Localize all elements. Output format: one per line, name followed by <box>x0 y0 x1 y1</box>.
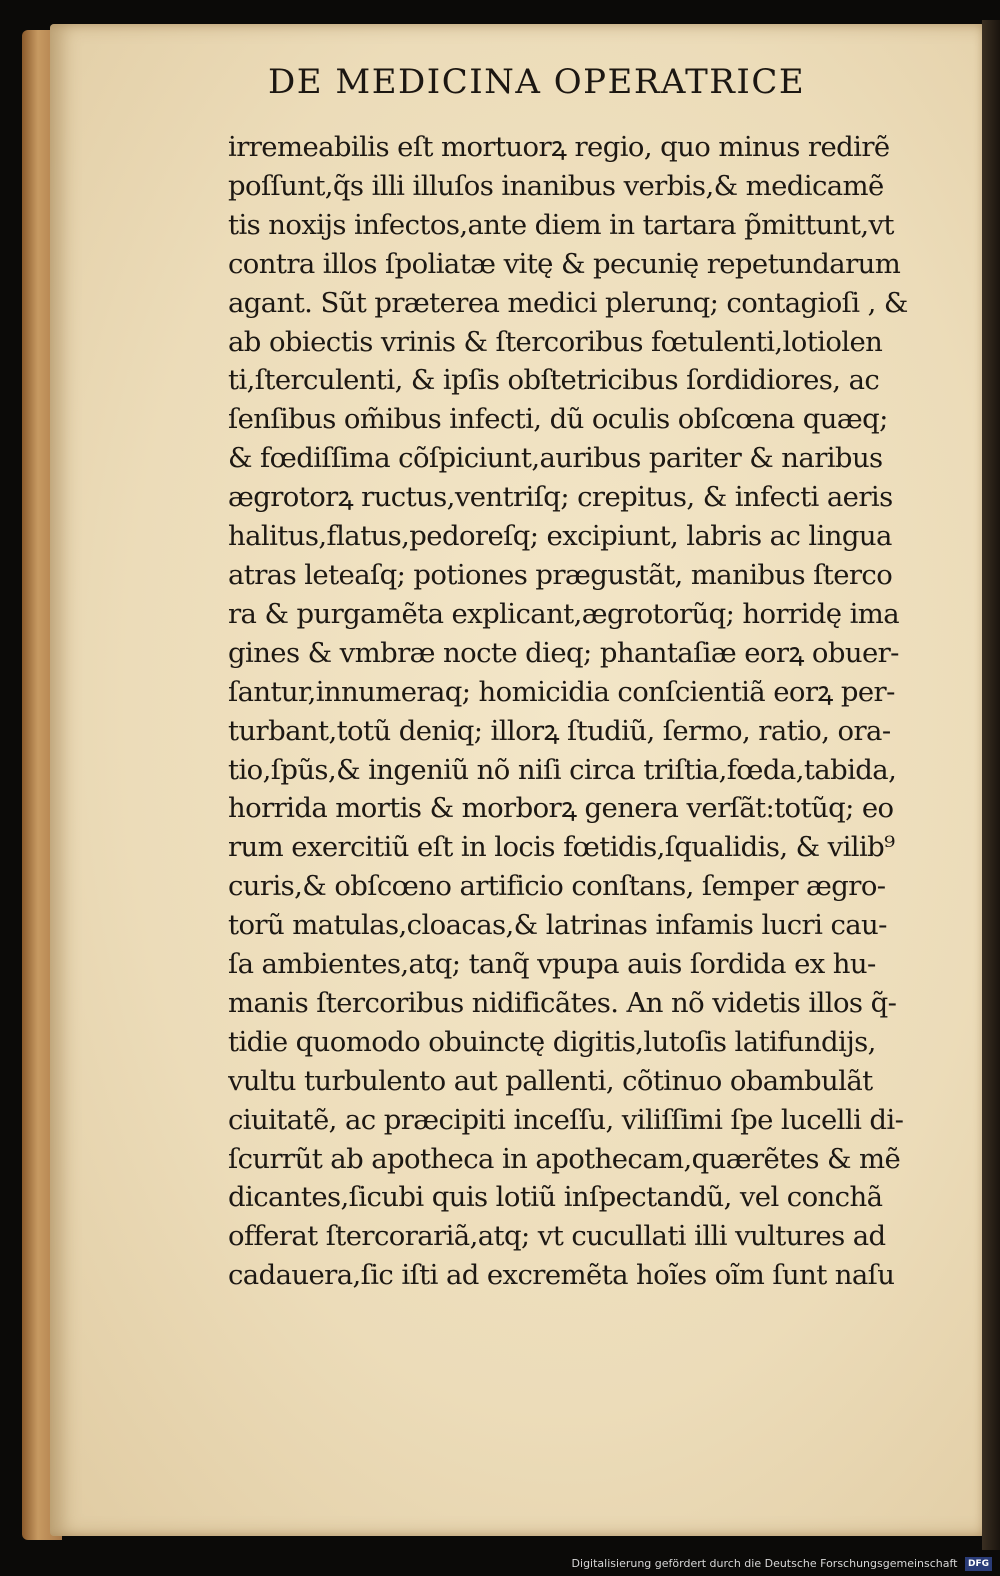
text-line: tidie quomodo obuinctę digitis,lutoſis latifundijs, <box>228 1025 876 1058</box>
text-line: irremeabilis eſt mortuorꝝ regio, quo minus redirẽ <box>228 131 890 163</box>
text-line: ſcurrũt ab apotheca in apothecam,quærẽtes & mẽ <box>228 1142 901 1175</box>
text-line: tio,ſpũs,& ingeniũ nõ niſi circa triſtia,fœda,tabida, <box>228 753 897 786</box>
text-line: horrida mortis & morborꝝ genera verſãt:totũq; eo <box>228 792 894 825</box>
text-line: gines & vmbræ nocte dieq; phantaſiæ eorꝝ obuer- <box>228 636 899 669</box>
text-line: rum exercitiũ eſt in locis fœtidis,ſqualidis, & vilib⁹ <box>228 831 895 864</box>
binding-shadow <box>982 20 1000 1550</box>
digitization-credit <box>572 1556 992 1572</box>
text-line: ſantur,innumeraq; homicidia conſcientiã eorꝝ per- <box>228 675 895 708</box>
text-line: & fœdiſſima cõſpiciunt,auribus pariter & naribus <box>228 442 883 475</box>
credit-text: Digitalisierung gefördert durch die Deutsche Forschungsgemeinschaft <box>571 1557 958 1570</box>
text-line: tis noxijs infectos,ante diem in tartara p̃mittunt,vt <box>228 208 894 241</box>
text-line: ra & purgamẽta explicant,ægrotorũq; horridę ima <box>228 597 900 630</box>
text-line: ſa ambientes,atq; tanq̃ vpupa auis ſordida ex hu- <box>228 948 876 981</box>
text-line: poſſunt,q̃s illi illuſos inanibus verbis,& medicamẽ <box>228 169 884 202</box>
text-line: ægrotorꝝ ructus,ventriſq; crepitus, & infecti aeris <box>228 481 893 514</box>
dfg-logo: DFG <box>965 1557 992 1571</box>
text-line: manis ſtercoribus nidificãtes. An nõ videtis illos q̃- <box>228 986 897 1019</box>
text-line: vultu turbulento aut pallenti, cõtinuo obambulãt <box>228 1064 873 1097</box>
text-line: cadauera,ſic iſti ad excremẽta hoĩes oĩm ſunt naſu <box>228 1259 895 1292</box>
text-line: ti,ſterculenti, & ipſis obſtetricibus ſordidiores, ac <box>228 364 880 397</box>
text-line: ciuitatẽ, ac præcipiti inceſſu, viliſſimi ſpe lucelli di- <box>228 1103 904 1136</box>
text-line: torũ matulas,cloacas,& latrinas infamis lucri cau- <box>228 909 887 942</box>
text-line: ſenſibus om̃ibus infecti, dũ oculis obſcœna quæq; <box>228 403 888 436</box>
body-text <box>228 128 963 1295</box>
running-head: DE MEDICINA OPERATRICE <box>268 62 806 102</box>
text-line: curis,& obſcœno artificio conſtans, ſemper ægro- <box>228 870 886 903</box>
text-line: atras leteaſq; potiones prægustãt, manibus ſterco <box>228 558 893 591</box>
text-line: offerat ſtercorariã,atq; vt cucullati illi vultures ad <box>228 1220 886 1253</box>
text-line: turbant,totũ deniq; illorꝝ ſtudiũ, ſermo, ratio, ora- <box>228 714 891 747</box>
text-line: dicantes,ſicubi quis lotiũ inſpectandũ, vel conchã <box>228 1181 883 1214</box>
text-line: contra illos ſpoliatæ vitę & pecunię repetundarum <box>228 247 901 280</box>
text-line: halitus,flatus,pedoreſq; excipiunt, labris ac lingua <box>228 520 892 553</box>
text-line: ab obiectis vrinis & ſtercoribus fœtulenti,lotiolen <box>228 325 883 358</box>
text-line: agant. Sũt præterea medici plerunq; contagioſi , & <box>228 286 908 319</box>
